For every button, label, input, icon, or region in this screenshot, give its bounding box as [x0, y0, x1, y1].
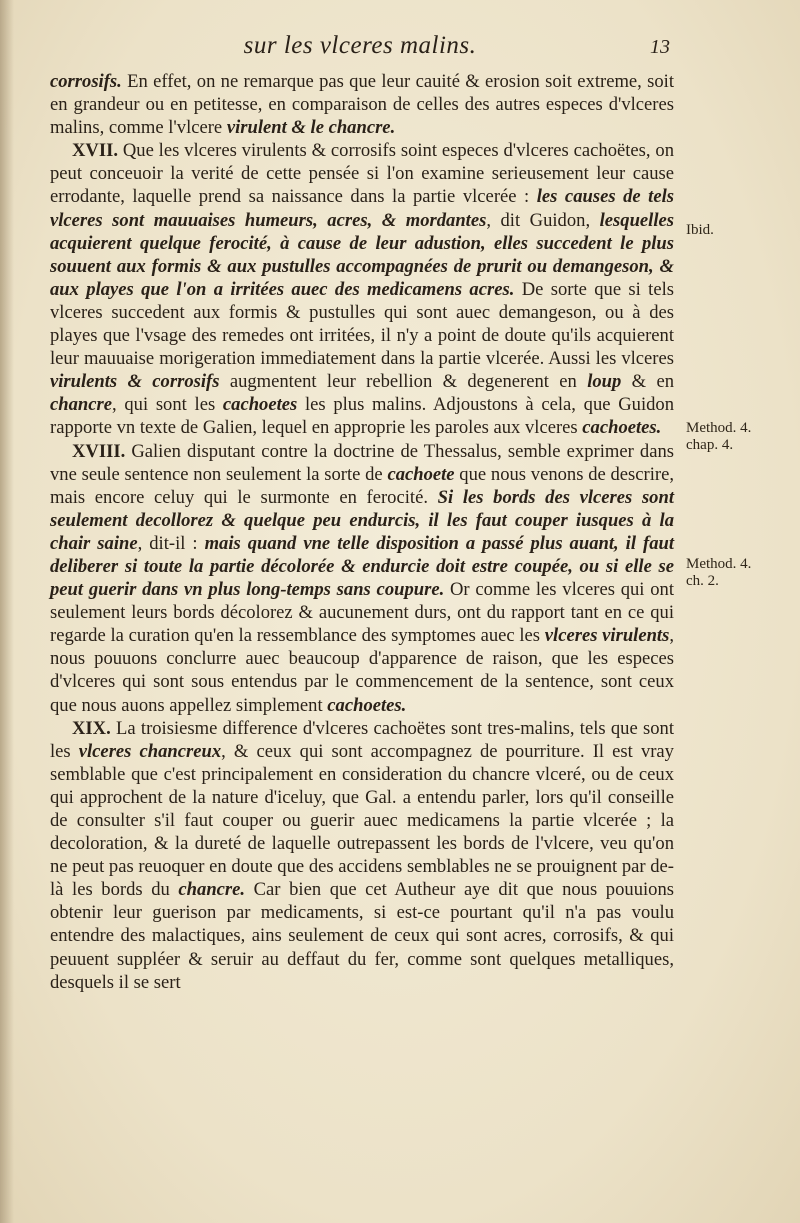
text-run: les plus malins. Adjoustons à cela, que Guidon rapporte vn texte de Galien, lequel en approprie les paroles aux vlceres [50, 394, 674, 439]
italic-quotation: cachoete [387, 463, 455, 485]
margin-note-method-ch [686, 556, 751, 590]
italic-quotation: chancre. [178, 879, 246, 901]
page-gutter-shadow [0, 0, 14, 1223]
page-number: 13 [650, 36, 670, 58]
italic-quotation: loup [587, 371, 622, 393]
italic-quotation: vlceres virulents [544, 625, 670, 647]
margin-note-line: Method. 4. [686, 556, 752, 572]
paragraph-xvii [50, 139, 674, 439]
margin-note-line: ch. 2. [686, 573, 719, 589]
italic-quotation: cachoetes [222, 394, 298, 416]
text-run: La troisiesme difference d'vlceres cachoëtes sont tres-malins, tels que sont les [50, 717, 674, 762]
italic-quotation: cachoetes. [327, 694, 407, 716]
main-text [50, 70, 674, 994]
italic-quotation: les causes de tels vlceres sont mauuaises humeurs, acres, & mordantes [50, 186, 674, 231]
paragraph-xviii [50, 440, 674, 717]
text-run: , qui sont les [111, 394, 223, 416]
italic-quotation: mais quand vne telle disposition a passé plus auant, il faut deliberer si toute la partie décolorée & endurcie doit estre coupée, ou si elle se peut guerir dans vn plus long-temps sans coupure. [50, 532, 674, 601]
running-title: sur les vlceres malins. [243, 32, 477, 59]
section-number: XIX. [72, 717, 111, 739]
italic-quotation: Si les bords des vlceres sont seulement decollorez & quelque peu endurcis, il les faut couper iusques à la chair saine [50, 486, 674, 554]
paragraph-xix [50, 717, 674, 994]
italic-quotation: virulents & corrosifs [50, 371, 220, 393]
margin-note-ibid [686, 222, 714, 239]
page-header [50, 26, 670, 66]
italic-quotation: vlceres chancreux [78, 740, 222, 762]
text-run: De sorte que si tels vlceres succedent aux formis & pustulles qui sont auec demangeson, ou à des playes que l'vsage des remedes ont irritées, il n'y a point de doute qu'ils acquierent leur mauuaise morigeration immediatement dans la partie vlcerée. Aussi les vlceres [50, 278, 674, 370]
italic-quotation: virulent & le chancre. [226, 117, 396, 139]
text-run: augmentent leur rebellion & degenerent en [219, 371, 588, 393]
text-run: , dit Guidon, [486, 209, 600, 231]
text-run: , & ceux qui sont accompagnez de pourriture. Il est vray semblable que c'est principalement en consideration du chancre vlceré, ou de ceux qui approchent de la nature d'iceluy, que Gal. a entendu parler, lors qu'il conseille de consulter s'il faut couper ou guerir auec medicamens la partie vlcerée ; la decoloration, & la dureté de laquelle outrepassent les bords de l'vlcere, veu qu'on ne peut pas reuoquer en doute que des accidens semblables ne se prouignent par de-là les bords du [50, 740, 674, 901]
text-run: Que les vlceres virulents & corrosifs soint especes d'vlceres cachoëtes, on peut conceuoir la verité de cette pensée si l'on examine serieusement leur cause errodante, laquelle prend sa naissance dans la partie vlcerée : [50, 140, 674, 208]
paragraph-continuation [50, 70, 674, 139]
text-run: que nous venons de descrire, mais encore celuy qui le surmonte en ferocité. [50, 463, 674, 508]
text-run: , nous pouuons conclurre auec beaucoup d'apparence de raison, que les especes d'vlceres qui sont sous entendus par le commencement de la sentence, sont ceux que nous auons appellez simplement [50, 625, 674, 716]
italic-quotation: corrosifs. [50, 71, 122, 92]
italic-quotation: chancre [50, 394, 112, 416]
margin-note-line: Ibid. [686, 222, 714, 238]
text-run: & en [621, 371, 674, 393]
italic-quotation: cachoetes. [582, 417, 662, 439]
text-run: Galien disputant contre la doctrine de Thessalus, semble exprimer dans vne seule sentence non seulement la sorte de [50, 440, 674, 485]
margin-note-line: chap. 4. [686, 437, 734, 453]
text-run: , dit-il : [137, 532, 205, 554]
italic-quotation: lesquelles acquierent quelque ferocité, à cause de leur adustion, elles succedent le plus souuent aux formis & aux pustulles accompagnées de prurit ou demangeson, & aux playes que l'on a irritées auec des medicamens acres. [50, 209, 674, 300]
text-run: Or comme les vlceres qui ont seulement leurs bords décolorez & aucunement durs, ont du rapport tant en ce qui regarde la curation qu'en la ressemblance des symptomes auec les [50, 579, 674, 647]
section-number: XVII. [72, 140, 118, 162]
margin-note-line: Method. 4. [686, 420, 752, 436]
text-run: En effet, on ne remarque pas que leur cauité & erosion soit extreme, soit en grandeur ou en petitesse, en comparaison de celles des autres especes d'vlceres malins, comme l'vlcere [50, 71, 674, 139]
section-number: XVIII. [72, 440, 126, 462]
text-run: Car bien que cet Autheur aye dit que nous pouuions obtenir leur guerison par medicaments, si est-ce pourtant qu'il n'a pas voulu entendre des malactiques, ains seulement de ceux qui sont acres, corrosifs, & qui peuuent suppléer & seruir au deffaut du fer, comme sont quelques metalliques, desquels il se sert [50, 879, 674, 993]
margin-note-method-chap [686, 420, 751, 454]
